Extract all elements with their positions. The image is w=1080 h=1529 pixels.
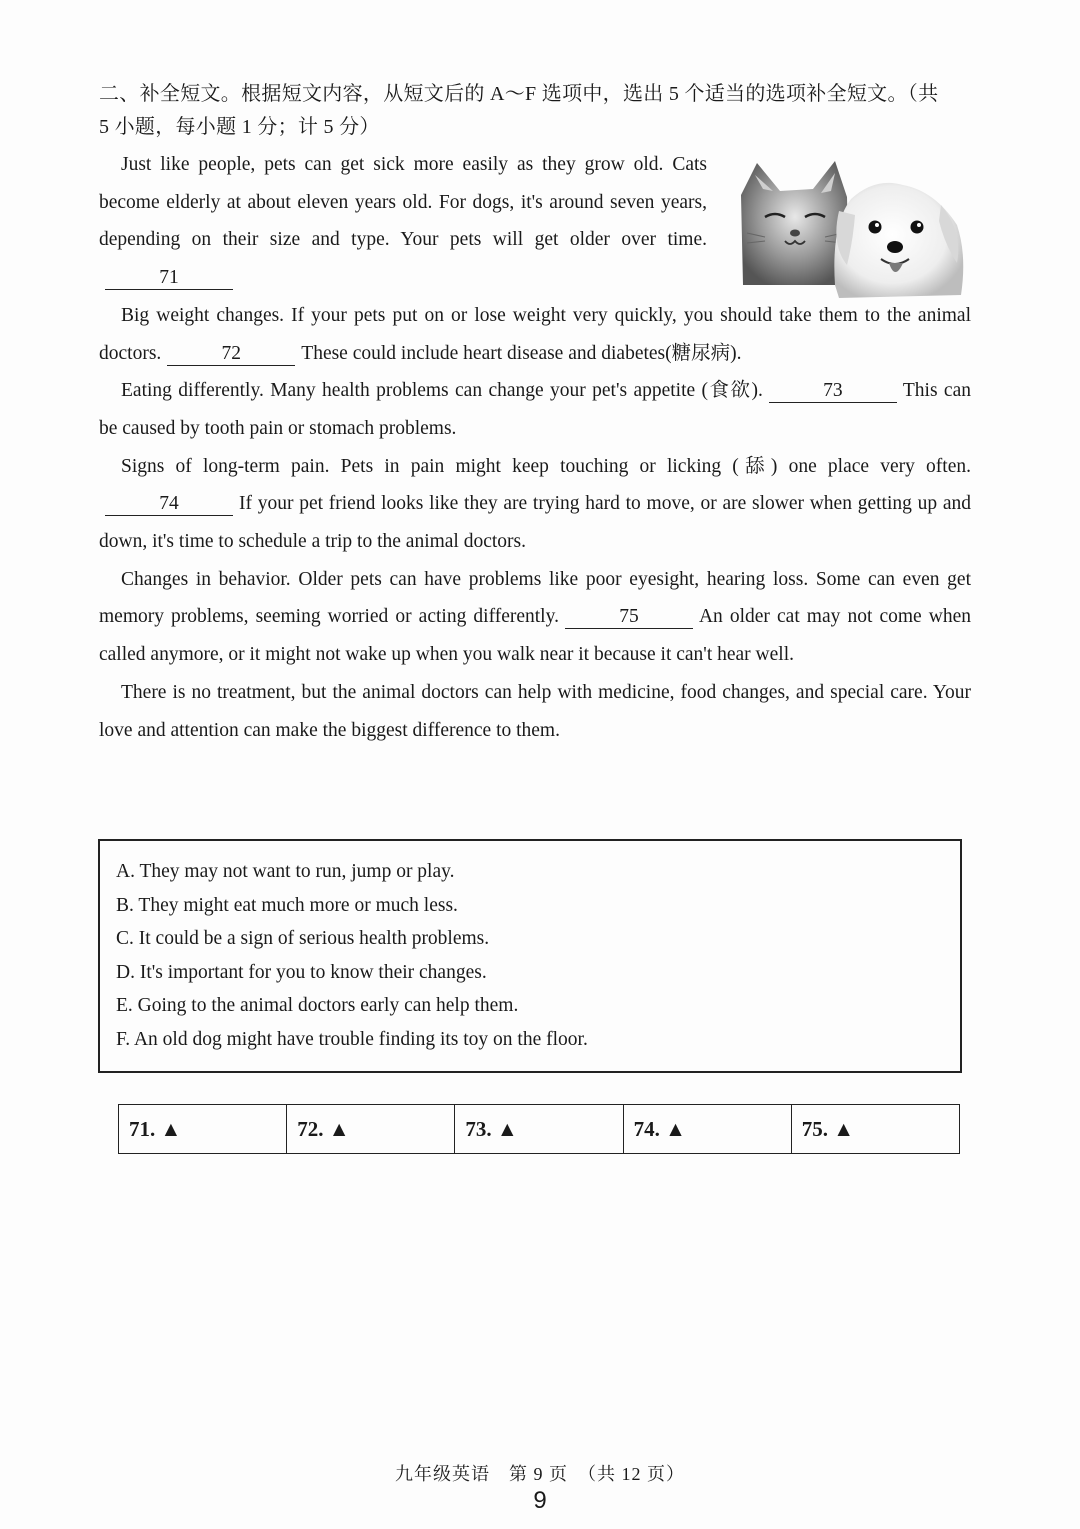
paragraph-5-tail: An older cat may not come when called anymore, or it might not wake up when you walk near it because it can't hear well.	[99, 606, 971, 666]
paragraph-6: There is no treatment, but the animal doctors can help with medicine, food changes, and special care. Your love and attention can make the biggest difference to them.	[99, 681, 971, 741]
answer-cell-73[interactable]: 73. ▲	[455, 1105, 623, 1154]
blank-73[interactable]: 73	[769, 380, 897, 403]
paragraph-1	[99, 146, 707, 297]
blank-74[interactable]: 74	[105, 493, 233, 516]
heading-line-1: 二、补全短文。根据短文内容，从短文后的 A～F 选项中，选出 5 个适当的选项补全短文。（共	[99, 83, 939, 105]
option-f: F. An old dog might have trouble finding its toy on the floor.	[116, 1028, 588, 1050]
blank-72[interactable]: 72	[167, 343, 295, 366]
option-a: A. They may not want to run, jump or play.	[116, 861, 455, 882]
reading-passage	[99, 146, 971, 749]
paragraph-2-tail: These could include heart disease and diabetes(糖尿病).	[301, 342, 742, 364]
page-number: 9	[533, 1487, 547, 1514]
answer-cell-71[interactable]: 71. ▲	[119, 1105, 287, 1154]
paragraph-4-tail: If your pet friend looks like they are trying hard to move, or are slower when getting up and down, it's time to schedule a trip to the animal doctors.	[99, 493, 971, 553]
paragraph-2	[99, 297, 971, 372]
option-d: D. It's important for you to know their changes.	[116, 961, 487, 983]
answer-cell-74[interactable]: 74. ▲	[623, 1105, 791, 1154]
answer-cell-72[interactable]: 72. ▲	[287, 1105, 455, 1154]
paragraph-4-text: Signs of long-term pain. Pets in pain might keep touching or licking (舔) one place very often.	[121, 455, 971, 477]
blank-71[interactable]: 71	[105, 267, 233, 290]
blank-75[interactable]: 75	[565, 606, 693, 629]
answer-row	[119, 1105, 960, 1154]
page-footer: 九年级英语 第 9 页 （共 12 页）	[395, 1464, 685, 1484]
paragraph-1-text: Just like people, pets can get sick more easily as they grow old. Cats become elderly at about eleven years old. For dogs, it's around seven years, depending on their size and type. Your pets will get older over time.	[99, 154, 707, 251]
option-b: B. They might eat much more or much less.	[116, 894, 458, 916]
section-heading	[99, 78, 979, 144]
answer-cell-75[interactable]: 75. ▲	[791, 1105, 959, 1154]
option-c: C. It could be a sign of serious health problems.	[116, 928, 490, 950]
answer-table	[118, 1104, 960, 1154]
option-e: E. Going to the animal doctors early can help them.	[116, 995, 519, 1017]
options-box	[98, 839, 962, 1073]
paragraph-3-text: Eating differently. Many health problems can change your pet's appetite (食欲).	[121, 380, 763, 402]
paragraph-4	[99, 448, 971, 561]
paragraph-5-text: Changes in behavior. Older pets can have problems like poor eyesight, hearing loss. Some can even get memory problems, seeming worried or acting differently.	[99, 568, 971, 628]
paragraph-3-tail: This can be caused by tooth pain or stomach problems.	[99, 380, 971, 439]
paragraph-5	[99, 561, 971, 674]
heading-line-2: 5 小题，每小题 1 分；计 5 分）	[99, 116, 380, 138]
paragraph-3	[99, 372, 971, 447]
paragraph-2-text: Big weight changes. If your pets put on or lose weight very quickly, you should take them to the animal doctors.	[99, 304, 971, 364]
